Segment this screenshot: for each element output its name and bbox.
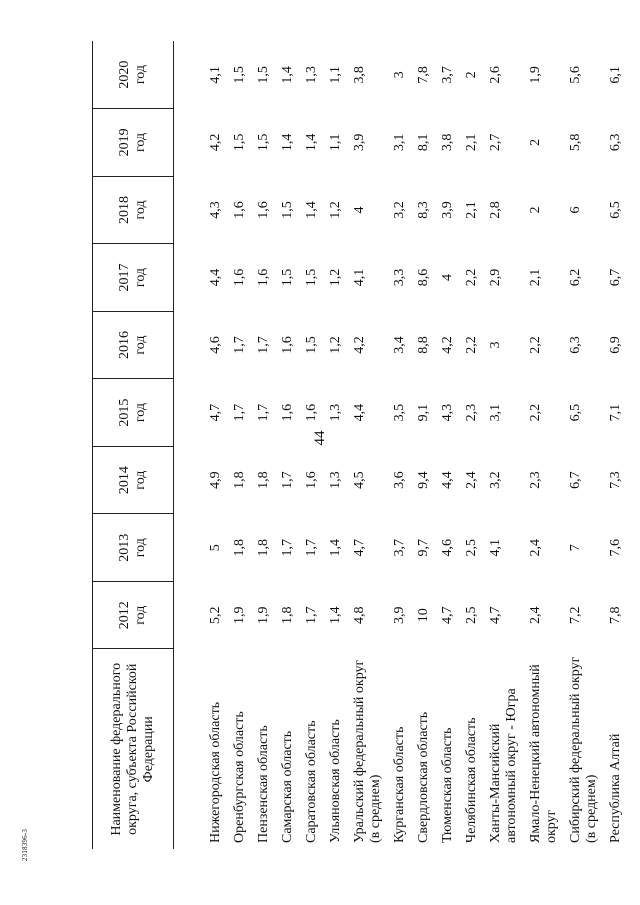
value-cell: 2,4 [528,606,543,624]
table-container [92,41,623,849]
row-label: Курганская область [392,726,407,843]
value-cell: 1,4 [304,133,319,152]
value-cell: 2,4 [528,538,543,557]
value-cell: 4,4 [208,268,223,287]
document-code: 2318396-3 [21,828,29,862]
value-cell: 4,2 [208,133,223,152]
value-cell: 1,6 [304,471,319,489]
row-label: Самарская область [280,730,295,843]
table-row [484,41,524,849]
value-cell: 1,8 [232,538,247,557]
column-header-year: 2019 год [93,109,174,177]
value-cell: 1,2 [328,201,343,219]
value-cell: 3,6 [392,471,407,489]
value-cell: 3,3 [392,268,407,287]
table-row [388,41,412,849]
spacer-row [174,41,205,849]
value-cell: 1,5 [256,66,271,84]
row-label: Сибирский федеральный округ (в среднем) [568,656,599,843]
value-cell: 4,4 [352,403,367,422]
data-table [92,41,628,849]
table-row [564,41,604,849]
column-header-year: 2014 год [93,446,174,514]
value-cell: 1,1 [328,133,343,152]
value-cell: 2,9 [488,268,503,287]
value-cell: 4,7 [208,403,223,422]
row-label: Ульяновская область [328,719,343,843]
value-cell: 2,6 [488,66,503,84]
value-cell: 3,7 [440,66,455,84]
row-label: Уральский федеральный округ (в среднем) [352,659,383,843]
value-cell: 7,1 [608,403,623,422]
value-cell: 1,2 [328,336,343,354]
table-row [324,41,348,849]
value-cell: 8,1 [416,133,431,152]
value-cell: 1,7 [280,538,295,557]
value-cell: 1,1 [328,66,343,84]
row-label: Ханты-Мансийский автономный округ - Югра [488,688,519,843]
value-cell: 1,9 [528,66,543,84]
value-cell: 1,9 [232,606,247,624]
value-cell: 3,2 [392,201,407,219]
table-row [276,41,300,849]
column-header-year: 2012 год [93,581,174,649]
value-cell: 1,7 [232,403,247,422]
value-cell: 2,2 [464,268,479,287]
value-cell: 4,6 [440,538,455,557]
value-cell: 3 [488,341,503,349]
value-cell: 6,2 [568,268,583,287]
value-cell: 1,4 [280,66,295,84]
value-cell: 6,3 [608,133,623,152]
table-row [204,41,228,849]
value-cell: 1,7 [280,471,295,489]
value-cell: 4,4 [440,471,455,489]
value-cell: 4 [352,206,367,214]
value-cell: 5,2 [208,606,223,624]
value-cell: 6,3 [568,336,583,354]
value-cell: 10 [416,608,431,623]
value-cell: 4,7 [440,606,455,624]
value-cell: 1,8 [280,606,295,624]
table-row [348,41,388,849]
value-cell: 6,7 [608,268,623,287]
value-cell: 3,9 [392,606,407,624]
value-cell: 3,4 [392,336,407,354]
column-header-year: 2018 год [93,176,174,244]
value-cell: 3,5 [392,403,407,422]
value-cell: 2 [528,138,543,146]
value-cell: 3,8 [440,133,455,152]
row-label: Пензенская область [256,725,271,843]
value-cell: 4,7 [352,538,367,557]
row-label: Республика Алтай [608,733,623,843]
value-cell: 2,1 [528,268,543,287]
value-cell: 1,6 [256,268,271,287]
value-cell: 1,6 [280,336,295,354]
page-number: 44 [312,430,328,446]
value-cell: 4,2 [440,336,455,354]
value-cell: 4,5 [352,471,367,489]
value-cell: 1,5 [280,201,295,219]
column-header-year: 2017 год [93,244,174,312]
value-cell: 1,2 [328,268,343,287]
table-row [300,41,324,849]
value-cell: 1,6 [280,403,295,422]
value-cell: 1,5 [304,336,319,354]
value-cell: 1,9 [256,606,271,624]
value-cell: 1,3 [328,403,343,422]
value-cell: 8,3 [416,201,431,219]
value-cell: 2,2 [464,336,479,354]
value-cell: 4,6 [208,336,223,354]
table-row [436,41,460,849]
column-header-name: Наименование федерального округа, субъекта Российской Федерации [93,649,174,849]
header-row [93,41,174,849]
value-cell: 7,2 [568,606,583,624]
value-cell: 6,5 [568,403,583,422]
table-row [252,41,276,849]
value-cell: 4,1 [208,66,223,84]
value-cell: 3,8 [352,66,367,84]
value-cell: 9,4 [416,471,431,489]
column-header-year: 2016 год [93,311,174,379]
value-cell: 1,6 [304,403,319,422]
value-cell: 1,7 [232,336,247,354]
value-cell: 1,7 [304,606,319,624]
row-label: Оренбургская область [232,711,247,843]
column-header-year: 2015 год [93,379,174,447]
value-cell: 2 [464,71,479,79]
value-cell: 9,1 [416,403,431,422]
value-cell: 3,1 [488,403,503,422]
value-cell: 2,5 [464,538,479,557]
value-cell: 7,3 [608,471,623,489]
value-cell: 1,6 [232,201,247,219]
table-header [93,41,174,849]
value-cell: 4,7 [488,606,503,624]
value-cell: 2,1 [464,133,479,152]
value-cell: 2,3 [528,471,543,489]
table-row [604,41,628,849]
value-cell: 5 [208,544,223,552]
value-cell: 2,7 [488,133,503,152]
table-row [460,41,484,849]
row-label: Нижегородская область [208,701,223,843]
value-cell: 4,1 [488,538,503,557]
value-cell: 1,7 [256,403,271,422]
value-cell: 2,4 [464,471,479,489]
value-cell: 4,3 [440,403,455,422]
value-cell: 1,7 [304,538,319,557]
value-cell: 3,2 [488,471,503,489]
value-cell: 1,4 [328,606,343,624]
value-cell: 1,5 [304,268,319,287]
value-cell: 2,2 [528,403,543,422]
row-label: Тюменская область [440,727,455,843]
value-cell: 1,6 [232,268,247,287]
value-cell: 1,5 [256,133,271,152]
value-cell: 4,8 [352,606,367,624]
value-cell: 1,6 [256,201,271,219]
row-label: Ямало-Ненецкий автономный округ [528,664,559,843]
value-cell: 1,5 [232,133,247,152]
value-cell: 1,5 [232,66,247,84]
value-cell: 6,5 [608,201,623,219]
value-cell: 2,1 [464,201,479,219]
value-cell: 1,4 [328,538,343,557]
value-cell: 7,6 [608,538,623,557]
table-row [524,41,564,849]
value-cell: 3 [392,71,407,79]
value-cell: 5,6 [568,66,583,84]
value-cell: 3,7 [392,538,407,557]
value-cell: 4,2 [352,336,367,354]
value-cell: 7 [568,544,583,552]
value-cell: 8,8 [416,336,431,354]
value-cell: 2,8 [488,201,503,219]
value-cell: 5,8 [568,133,583,152]
value-cell: 4 [440,274,455,281]
value-cell: 2,2 [528,336,543,354]
table-row [228,41,252,849]
value-cell: 4,9 [208,471,223,489]
value-cell: 1,3 [328,471,343,489]
value-cell: 1,4 [304,201,319,219]
value-cell: 8,6 [416,268,431,287]
column-header-year: 2020 год [93,41,174,109]
value-cell: 2,5 [464,606,479,624]
column-header-year: 2013 год [93,514,174,582]
value-cell: 2 [528,206,543,214]
value-cell: 4,3 [208,201,223,219]
value-cell: 6,1 [608,66,623,84]
value-cell: 1,4 [280,133,295,152]
value-cell: 1,5 [280,268,295,287]
value-cell: 1,8 [256,538,271,557]
value-cell: 3,9 [352,133,367,152]
value-cell: 2,3 [464,403,479,422]
table-row [412,41,436,849]
row-label: Челябинская область [464,717,479,843]
value-cell: 1,8 [232,471,247,489]
value-cell: 3,1 [392,133,407,152]
value-cell: 4,1 [352,268,367,287]
value-cell: 1,3 [304,66,319,84]
value-cell: 3,9 [440,201,455,219]
value-cell: 9,7 [416,538,431,557]
value-cell: 1,8 [256,471,271,489]
value-cell: 6 [568,206,583,214]
value-cell: 7,8 [416,66,431,84]
value-cell: 6,7 [568,471,583,489]
value-cell: 7,8 [608,606,623,624]
table-body [174,41,629,849]
value-cell: 6,9 [608,336,623,354]
value-cell: 1,7 [256,336,271,354]
rotated-table-frame [92,41,623,849]
row-label: Саратовская область [304,720,319,843]
row-label: Свердловская область [416,711,431,843]
